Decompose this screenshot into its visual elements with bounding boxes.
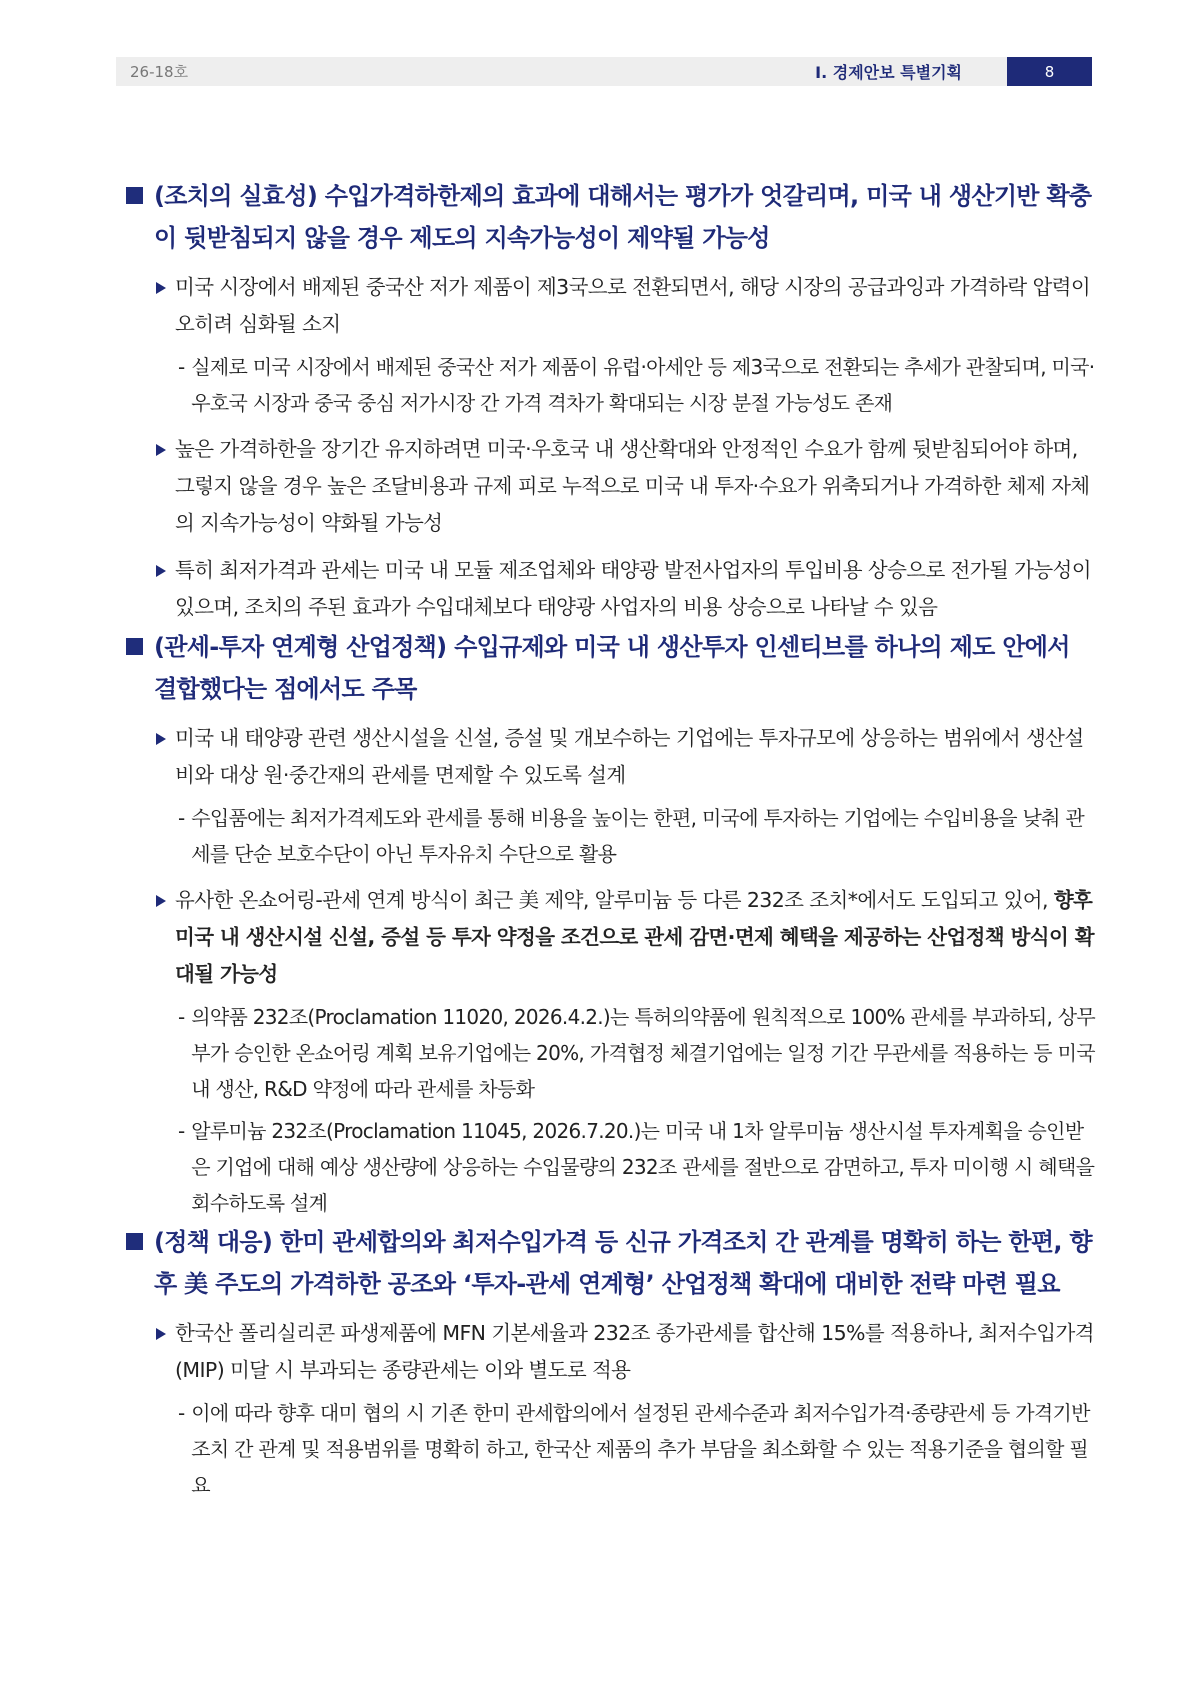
sub-item (178, 800, 1096, 872)
bullet-item (156, 431, 1096, 542)
dash-bullet-icon: - (178, 1005, 186, 1029)
sub-item-text: 이에 따라 향후 대미 협의 시 기존 한미 관세합의에서 설정된 관세수준과 최저수입가격·종량관세 등 가격기반 조치 간 관계 및 적용범위를 명확히 하고, 한국산 제품의 추가 부담을 최소화할 수 있는 적용기준을 협의할 필요 (191, 1401, 1090, 1497)
square-bullet-icon (126, 187, 143, 204)
triangle-bullet-icon (156, 444, 166, 456)
page-header (116, 57, 1092, 86)
section-heading-text: (조치의 실효성) 수입가격하한제의 효과에 대해서는 평가가 엇갈리며, 미국 내 생산기반 확충이 뒷받침되지 않을 경우 제도의 지속가능성이 제약될 가능성 (154, 182, 1092, 252)
bullet-text: 미국 시장에서 배제된 중국산 저가 제품이 제3국으로 전환되면서, 해당 시장의 공급과잉과 가격하락 압력이 오히려 심화될 소지 (175, 275, 1091, 336)
bullet-text: 한국산 폴리실리콘 파생제품에 MFN 기본세율과 232조 종가관세를 합산해 15%를 적용하나, 최저수입가격(MIP) 미달 시 부과되는 종량관세는 이와 별도로 적용 (175, 1321, 1094, 1382)
sub-item (178, 999, 1096, 1107)
sub-item-text: 알루미늄 232조(Proclamation 11045, 2026.7.20.)는 미국 내 1차 알루미늄 생산시설 투자계획을 승인받은 기업에 대해 예상 생산량에 상응하는 수입물량의 232조 관세를 절반으로 감면하고, 투자 미이행 시 혜택을 회수하도록 설계 (191, 1119, 1095, 1215)
sub-item (178, 349, 1096, 421)
dash-bullet-icon: - (178, 1401, 186, 1425)
bullet-text (175, 882, 1096, 993)
bullet-text: 미국 내 태양광 관련 생산시설을 신설, 증설 및 개보수하는 기업에는 투자규모에 상응하는 범위에서 생산설비와 대상 원·중간재의 관세를 면제할 수 있도록 설계 (175, 726, 1084, 787)
square-bullet-icon (126, 1233, 143, 1250)
bullet-text-regular: 유사한 온쇼어링-관세 연계 방식이 최근 美 제약, 알루미늄 등 다른 232조 조치*에서도 도입되고 있어, (175, 888, 1054, 912)
section-heading (126, 626, 1096, 710)
bullet-text: 높은 가격하한을 장기간 유지하려면 미국·우호국 내 생산확대와 안정적인 수요가 함께 뒷받침되어야 하며, 그렇지 않을 경우 높은 조달비용과 규제 피로 누적으로 미국 내 투자·수요가 위축되거나 가격하한 체제 자체의 지속가능성이 약화될 가능성 (175, 437, 1090, 535)
section-block (126, 626, 1096, 1221)
bullet-item (156, 882, 1096, 993)
sub-item-text: 실제로 미국 시장에서 배제된 중국산 저가 제품이 유럽·아세안 등 제3국으로 전환되는 추세가 관찰되며, 미국·우호국 시장과 중국 중심 저가시장 간 가격 격차가 확대되는 시장 분절 가능성도 존재 (191, 355, 1095, 415)
triangle-bullet-icon (156, 282, 166, 294)
section-heading-text: (정책 대응) 한미 관세합의와 최저수입가격 등 신규 가격조치 간 관계를 명확히 하는 한편, 향후 美 주도의 가격하한 공조와 ‘투자-관세 연계형’ 산업정책 확대에 대비한 전략 마련 필요 (154, 1228, 1092, 1298)
bullet-item (156, 1315, 1096, 1389)
dash-bullet-icon: - (178, 806, 186, 830)
triangle-bullet-icon (156, 1328, 166, 1340)
bullet-item (156, 269, 1096, 343)
section-heading (126, 175, 1096, 259)
bullet-item (156, 720, 1096, 794)
page-number: 8 (1007, 57, 1092, 86)
triangle-bullet-icon (156, 733, 166, 745)
sub-item (178, 1113, 1096, 1221)
section-block (126, 1221, 1096, 1503)
triangle-bullet-icon (156, 895, 166, 907)
section-title: Ⅰ. 경제안보 특별기획 (815, 63, 962, 82)
main-content (126, 175, 1096, 1503)
dash-bullet-icon: - (178, 355, 186, 379)
dash-bullet-icon: - (178, 1119, 186, 1143)
bullet-text-bold: 향후 미국 내 생산시설 신설, 증설 등 투자 약정을 조건으로 관세 감면·면제 혜택을 제공하는 산업정책 방식이 확대될 가능성 (175, 888, 1094, 986)
triangle-bullet-icon (156, 565, 166, 577)
sub-item (178, 1395, 1096, 1503)
section-block (126, 175, 1096, 626)
section-heading (126, 1221, 1096, 1305)
bullet-text: 특히 최저가격과 관세는 미국 내 모듈 제조업체와 태양광 발전사업자의 투입비용 상승으로 전가될 가능성이 있으며, 조치의 주된 효과가 수입대체보다 태양광 사업자의 비용 상승으로 나타날 수 있음 (175, 558, 1091, 619)
sub-item-text: 의약품 232조(Proclamation 11020, 2026.4.2.)는 특허의약품에 원칙적으로 100% 관세를 부과하되, 상무부가 승인한 온쇼어링 계획 보유기업에는 20%, 가격협정 체결기업에는 일정 기간 무관세를 적용하는 등 미국 내 생산, R&D 약정에 따라 관세를 차등화 (191, 1005, 1096, 1101)
section-heading-text: (관세-투자 연계형 산업정책) 수입규제와 미국 내 생산투자 인센티브를 하나의 제도 안에서 결합했다는 점에서도 주목 (154, 633, 1070, 703)
issue-number: 26-18호 (130, 63, 189, 81)
bullet-item (156, 552, 1096, 626)
sub-item-text: 수입품에는 최저가격제도와 관세를 통해 비용을 높이는 한편, 미국에 투자하는 기업에는 수입비용을 낮춰 관세를 단순 보호수단이 아닌 투자유치 수단으로 활용 (191, 806, 1085, 866)
square-bullet-icon (126, 638, 143, 655)
